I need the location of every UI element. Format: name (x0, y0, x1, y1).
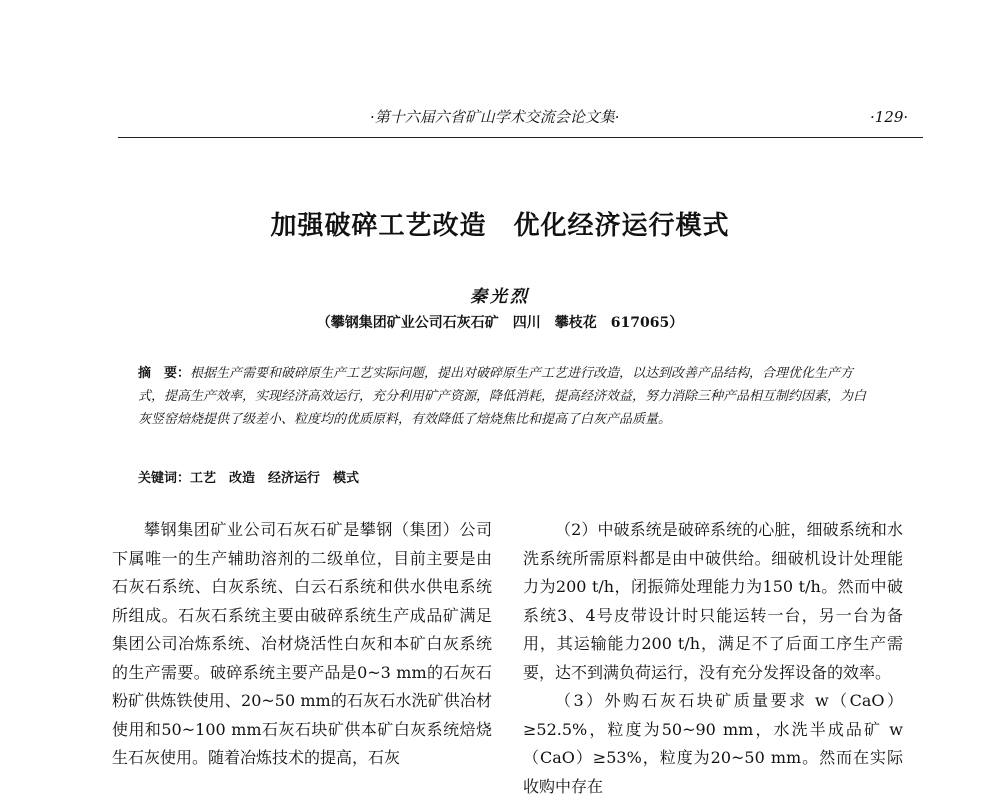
page-number: ·129· (870, 108, 909, 126)
keywords-label: 关键词： (138, 471, 191, 486)
abstract-label: 摘 要： (138, 366, 191, 381)
affiliation: （攀钢集团矿业公司石灰石矿 四川 攀枝花 617065） (316, 315, 684, 331)
running-title: ·第十六届六省矿山学术交流会论文集· (370, 108, 620, 126)
abstract (138, 362, 871, 431)
keywords (138, 467, 871, 486)
keywords-text: 工艺 改造 经济运行 模式 (190, 471, 360, 486)
body-left-column (112, 516, 492, 773)
body-paragraph: （2）中破系统是破碎系统的心脏，细破系统和水洗系统所需原料都是由中破供给。细破机设计处理能力为200 t/h，闭振筛处理能力为150 t/h。然而中破系统3、4号皮带设计时只能运转一台，另一台为备用，其运输能力200 t/h，满足不了后面工序生产需要，达不到满负荷运行，没有充分发挥设备的效率。 (523, 520, 903, 682)
abstract-text: 根据生产需要和破碎原生产工艺实际问题，提出对破碎原生产工艺进行改造，以达到改善产品结构，合理优化生产方式，提高生产效率，实现经济高效运行，充分利用矿产资源，降低消耗，提高经济效益，努力消除三种产品相互制约因素，为白灰竖窑焙烧提供了级差小、粒度均的优质原料，有效降低了焙烧焦比和提高了白灰产品质量。 (138, 366, 867, 427)
author: 秦光烈 (470, 287, 530, 307)
body-paragraph: 攀钢集团矿业公司石灰石矿是攀钢（集团）公司下属唯一的生产辅助溶剂的二级单位，目前主要是由石灰石系统、白灰系统、白云石系统和供水供电系统所组成。石灰石系统主要由破碎系统生产成品矿满足集团公司冶炼系统、冶材烧活性白灰和本矿白灰系统的生产需要。破碎系统主要产品是0~3 mm的石灰石粉矿供炼铁使用、20~50 mm的石灰石水洗矿供冶材使用和50~100 mm石灰石块矿供本矿白灰系统焙烧生石灰使用。随着冶炼技术的提高，石灰 (112, 520, 492, 767)
body-right-column (523, 516, 903, 801)
header-rule (118, 137, 923, 138)
body-paragraph: （3）外购石灰石块矿质量要求 w（CaO）≥52.5%，粒度为50~90 mm，水洗半成品矿 w（CaO）≥53%，粒度为20~50 mm。然而在实际收购中存在 (523, 691, 903, 796)
article-title: 加强破碎工艺改造 优化经济运行模式 (270, 211, 730, 241)
